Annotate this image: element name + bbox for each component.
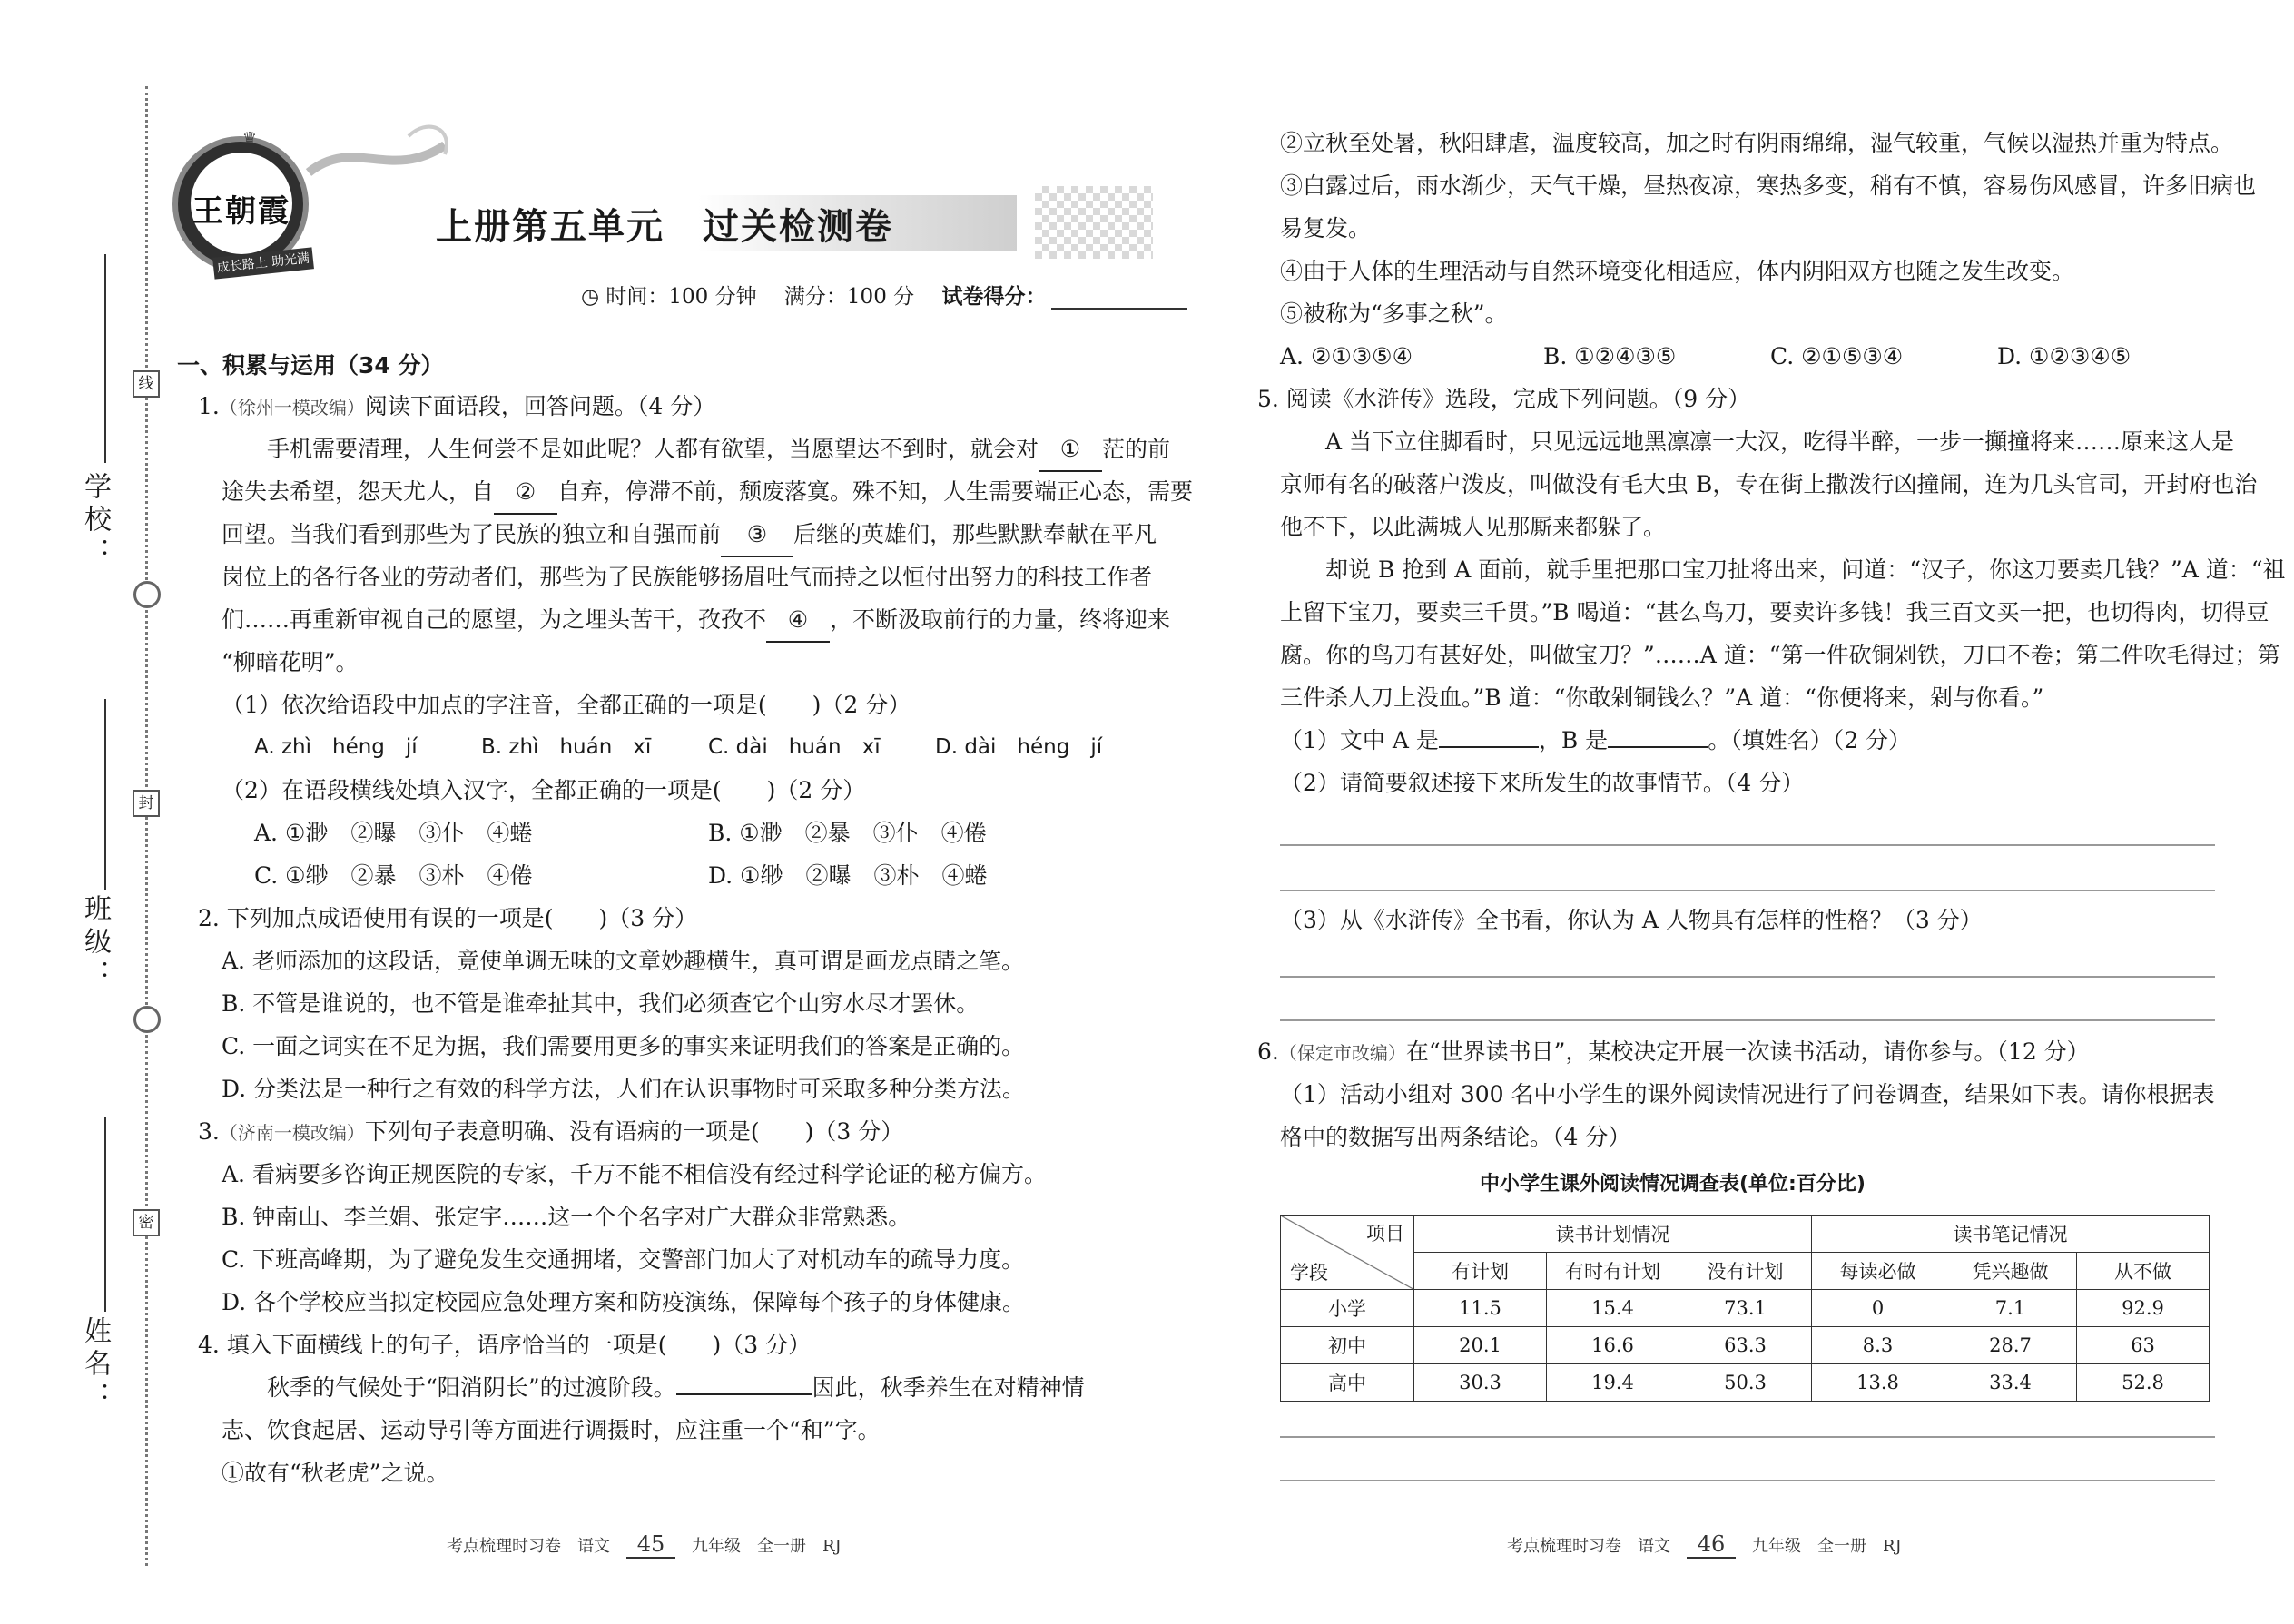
table-cell: 16.6 [1547,1327,1679,1364]
ribbon-icon [300,118,463,200]
table-cell: 63 [2077,1327,2210,1364]
q5-passage: 却说 B 抢到 A 面前，就手里把那口宝刀扯将出来，问道：“汉子，你这刀要卖几钱？”A 道：“祖 [1325,556,2286,583]
crown-icon: ♛ [241,129,258,148]
table-cell: 33.4 [1944,1364,2077,1402]
column-header: 没有计划 [1679,1253,1812,1290]
option[interactable]: A. 看病要多咨询正规医院的专家，千万不能不相信没有经过科学论证的秘方偏方。 [222,1161,1047,1187]
corner-bottom-label: 学段 [1290,1262,1328,1284]
column-header: 有时有计划 [1547,1253,1679,1290]
answer-line[interactable] [1280,890,2215,891]
column-header: 每读必做 [1812,1253,1944,1290]
q6-sub1: 格中的数据写出两条结论。（4 分） [1280,1124,1631,1150]
option[interactable]: D. 分类法是一种行之有效的科学方法，人们在认识事物时可采取多种分类方法。 [222,1076,1026,1102]
blank-3[interactable]: ③ [721,513,793,557]
section-heading: 一、积累与运用（34 分） [177,352,444,379]
group-header: 读书笔记情况 [1812,1216,2210,1253]
column-header: 凭兴趣做 [1944,1253,2077,1290]
option[interactable]: B. zhì huán xī [481,735,652,759]
option[interactable]: A. ①渺 ②曝 ③仆 ④蜷 [254,820,533,846]
name-label: 姓名： [79,1316,111,1414]
q6-sub1: （1）活动小组对 300 名中小学生的课外阅读情况进行了问卷调查，结果如下表。请你根据表 [1280,1081,2215,1107]
exam-full-score: 满分：100 分 [783,285,915,309]
score-input-line[interactable] [1051,308,1187,310]
q5-stem: 5. 阅读《水浒传》选段，完成下列问题。（9 分） [1257,386,1751,412]
q1-stem: 1.（徐州一模改编）阅读下面语段，回答问题。（4 分） [198,393,716,419]
seal-mark-line: 线 [133,370,160,398]
answer-blank-b[interactable] [1608,746,1708,748]
option[interactable]: D. ①缈 ②曝 ③朴 ④蜷 [708,862,988,889]
decorative-checker [1035,186,1153,259]
class-write-line [104,699,106,890]
exam-time: 时间：100 分钟 [605,285,757,309]
option[interactable]: D. dài héng jí [935,735,1103,759]
table-cell: 0 [1812,1290,1944,1327]
q4-item: ②立秋至处暑，秋阳肆虐，温度较高，加之时有阴雨绵绵，湿气较重，气候以湿热并重为特点。 [1280,130,2234,156]
q1-passage-line: 回望。当我们看到那些为了民族的独立和自强而前 ③ 后继的英雄们，那些默默奉献在平凡 [222,513,1157,557]
q4-item: ④由于人体的生理活动与自然环境变化相适应，体内阴阳双方也随之发生改变。 [1280,258,2075,284]
table-cell: 92.9 [2077,1290,2210,1327]
page-title: 上册第五单元 过关检测卷 [436,206,893,248]
table-cell: 73.1 [1679,1290,1812,1327]
option[interactable]: C. ①缈 ②暴 ③朴 ④倦 [254,862,533,889]
table-row [1281,1327,2210,1364]
q5-passage: 上留下宝刀，要卖三千贯。”B 喝道：“甚么鸟刀，要卖许多钱！我三百文买一把，也切得肉，切得豆 [1280,599,2269,625]
q4-item: ⑤被称为“多事之秋”。 [1280,300,1508,327]
table-cell: 15.4 [1547,1290,1679,1327]
logo-banner: 成长路上 助光满天 [212,247,314,279]
exam-meta [581,280,1187,310]
page-number: 46 [1687,1531,1736,1559]
q1-passage-line: “柳暗花明”。 [222,649,359,675]
blank-4[interactable]: ④ [766,598,830,643]
binding-hole [133,1006,161,1033]
name-write-line [104,1117,106,1312]
q5-sub2: （2）请简要叙述接下来所发生的故事情节。（4 分） [1280,770,1805,796]
q6-stem: 6.（保定市改编）在“世界读书日”，某校决定开展一次读书活动，请你参与。（12 分） [1257,1038,2090,1065]
q4-item: ①故有“秋老虎”之说。 [222,1460,449,1486]
q4-passage: 志、饮食起居、运动导引等方面进行调摄时，应注重一个“和”字。 [222,1417,881,1443]
q5-sub1: （1）文中 A 是 ，B 是 。（填姓名）（2 分） [1280,727,1912,753]
table-row [1281,1290,2210,1327]
corner-top-label: 项目 [1366,1223,1404,1245]
table-corner [1281,1216,1414,1290]
q4-stem: 4. 填入下面横线上的句子，语序恰当的一项是( )（3 分） [198,1332,812,1358]
seal-mark-secret: 密 [133,1209,160,1236]
table-title: 中小学生课外阅读情况调查表(单位:百分比) [1480,1173,1866,1196]
q1-passage-line: 手机需要清理，人生何尝不是如此呢？人都有欲望，当愿望达不到时，就会对 ① 茫的前 [267,428,1170,472]
row-label: 初中 [1281,1327,1414,1364]
group-header: 读书计划情况 [1414,1216,1812,1253]
option[interactable]: B. 钟南山、李兰娟、张定宇……这一个个名字对广大群众非常熟悉。 [222,1204,911,1230]
table-cell: 52.8 [2077,1364,2210,1402]
option[interactable]: A. ②①③⑤④ [1280,343,1413,369]
binding-hole [133,581,161,608]
answer-blank-a[interactable] [1439,746,1539,748]
blank-2[interactable]: ② [494,470,557,515]
logo-text: 王朝霞 [192,193,290,230]
answer-line[interactable] [1280,1019,2215,1021]
q1-sub1: （1）依次给语段中加点的字注音，全都正确的一项是( )（2 分） [222,692,911,718]
school-write-line [104,254,106,463]
column-header: 从不做 [2077,1253,2210,1290]
column-header: 有计划 [1414,1253,1547,1290]
q4-item: ③白露过后，雨水渐少，天气干燥，昼热夜凉，寒热多变，稍有不慎，容易伤风感冒，许多旧病也 [1280,172,2257,199]
table-cell: 30.3 [1414,1364,1547,1402]
q5-passage: 京师有名的破落户泼皮，叫做没有毛大虫 B，专在街上撒泼行凶撞闹，连为几头官司，开封府也治 [1280,471,2258,497]
q5-passage: A 当下立住脚看时，只见远远地黑凛凛一大汉，吃得半醉，一步一攧撞将来……原来这人是 [1325,428,2235,455]
school-label: 学校： [79,472,111,570]
row-label: 小学 [1281,1290,1414,1327]
option[interactable]: D. 各个学校应当拟定校园应急处理方案和防疫演练，保障每个孩子的身体健康。 [222,1289,1026,1315]
survey-table [1280,1215,2210,1402]
table-cell: 13.8 [1812,1364,1944,1402]
option[interactable]: C. 一面之词实在不足为据，我们需要用更多的事实来证明我们的答案是正确的。 [222,1033,1025,1059]
q3-stem: 3.（济南一模改编）下列句子表意明确、没有语病的一项是( )（3 分） [198,1118,904,1145]
q4-item: 易复发。 [1280,215,1372,241]
q5-passage: 他不下，以此满城人见那厮来都躲了。 [1280,514,1667,540]
table-cell: 28.7 [1944,1327,2077,1364]
answer-line[interactable] [1280,976,2215,978]
exam-score-label: 试卷得分： [941,285,1047,309]
table-row [1281,1364,2210,1402]
table-cell: 50.3 [1679,1364,1812,1402]
table-cell: 20.1 [1414,1327,1547,1364]
option[interactable]: B. ①渺 ②暴 ③仆 ④倦 [708,820,987,846]
q1-passage-line: 途失去希望，怨天尤人，自 ② 自弃，停滞不前，颓废落寞。殊不知，人生需要端正心态，需要 [222,470,1193,515]
page-footer: 考点梳理时习卷 语文 45 九年级 全一册 RJ [447,1531,842,1557]
table-cell: 19.4 [1547,1364,1679,1402]
option[interactable]: C. 下班高峰期，为了避免发生交通拥堵，交警部门加大了对机动车的疏导力度。 [222,1246,1025,1273]
option[interactable]: C. dài huán xī [708,735,881,759]
option[interactable]: D. ①②③④⑤ [1997,343,2132,369]
clock-icon: ◷ [581,285,600,309]
option[interactable]: B. 不管是谁说的，也不管是谁牵扯其中，我们必须查它个山穷水尽才罢休。 [222,990,980,1017]
q1-sub2: （2）在语段横线处填入汉字，全都正确的一项是( )（2 分） [222,777,866,803]
option[interactable]: C. ②①⑤③④ [1770,343,1904,369]
q5-passage: 腐。你的鸟刀有甚好处，叫做宝刀？”……A 道：“第一件砍铜剁铁，刀口不卷；第二件吹毛得过；第 [1280,642,2280,668]
q5-passage: 三件杀人刀上没血。”B 道：“你敢剁铜钱么？”A 道：“你便将来，剁与你看。” [1280,684,2044,711]
q1-passage-line: 岗位上的各行各业的劳动者们，那些为了民族能够扬眉吐气而持之以恒付出努力的科技工作者 [222,564,1153,590]
q4-passage: 秋季的气候处于“阳消阴长”的过渡阶段。 因此，秋季养生在对精神情 [267,1374,1085,1401]
q4-blank[interactable] [676,1393,812,1395]
class-label: 班级： [79,894,111,992]
blank-1[interactable]: ① [1039,428,1102,472]
page-number: 45 [626,1531,675,1559]
row-label: 高中 [1281,1364,1414,1402]
table-cell: 8.3 [1812,1327,1944,1364]
binding-dotted-line [145,86,148,1566]
answer-line[interactable] [1280,844,2215,846]
answer-line[interactable] [1280,1436,2215,1438]
page-footer: 考点梳理时习卷 语文 46 九年级 全一册 RJ [1507,1531,1902,1557]
table-cell: 7.1 [1944,1290,2077,1327]
q2-stem: 2. 下列加点成语使用有误的一项是( )（3 分） [198,905,698,931]
table-cell: 63.3 [1679,1327,1812,1364]
seal-mark-seal: 封 [133,790,160,817]
answer-line[interactable] [1280,1480,2215,1481]
option[interactable]: A. 老师添加的这段话，竟使单调无味的文章妙趣横生，真可谓是画龙点睛之笔。 [222,948,1024,974]
q5-sub3: （3）从《水浒传》全书看，你认为 A 人物具有怎样的性格？（3 分） [1280,907,1983,933]
q1-passage-line: 们……再重新审视自己的愿望，为之埋头苦干，孜孜不 ④ ，不断汲取前行的力量，终将迎来 [222,598,1170,643]
table-cell: 11.5 [1414,1290,1547,1327]
option[interactable]: A. zhì héng jí [254,735,418,759]
option[interactable]: B. ①②④③⑤ [1543,343,1677,369]
